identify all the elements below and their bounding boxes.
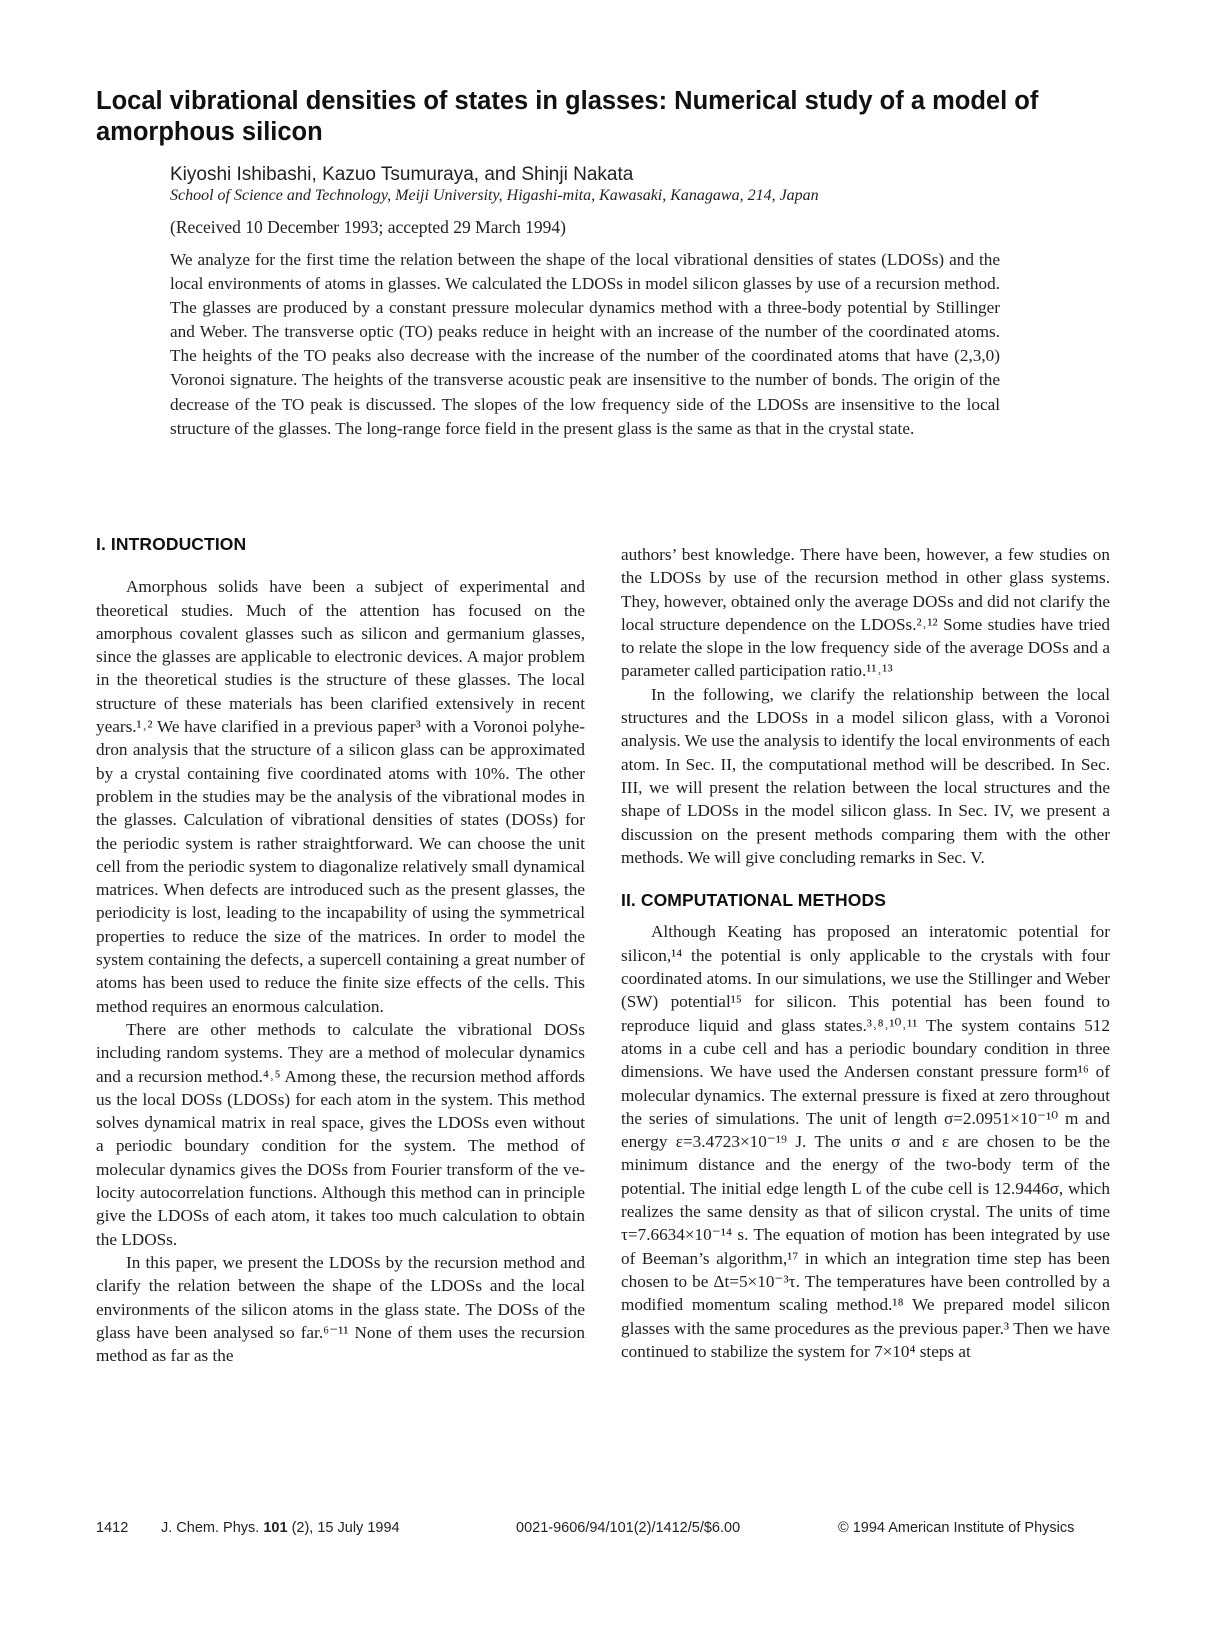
page-number: 1412 [96,1520,129,1536]
journal-volume: 101 [263,1520,288,1536]
journal-issue-date: (2), 15 July 1994 [287,1520,400,1536]
right-column [621,543,1110,1363]
methods-paragraph-1: Although Keating has proposed an interatomic potential for silicon,¹⁴ the potential is only applicable to the crystals with four coordinated atoms. In our simulations, we use the Stillinger and Weber (SW) potential¹⁵ for silicon. This potential has been found to reproduce liquid and glass states.³˒⁸˒¹⁰˒¹¹ The system contains 512 atoms in a cube cell and has a periodic boundary condition in three dimensions. We have used the Andersen constant pressure form¹⁶ of molecular dynamics. The external pressure is fixed at zero throughout the series of simulations. The unit of length σ=2.0951×10⁻¹⁰ m and energy ε=3.4723×10⁻¹⁹ J. The units σ and ε are chosen to be the minimum distance and the energy of the two-body term of the potential. The initial edge length L of the cube cell is 12.9446σ, which realizes the same density as that of silicon crystal. The units of time τ=7.6634×10⁻¹⁴ s. The equation of motion has been integrated by use of Beeman’s algorithm,¹⁷ in which an integration time step has been chosen to be Δt=5×10⁻³τ. The temperatures have been controlled by a modified momentum scaling method.¹⁸ We prepared model silicon glasses with the same procedures as the previous paper.³ Then we have continued to stabilize the system for 7×10⁴ steps at [621,922,1110,1361]
intro-paragraph-2: There are other methods to calculate the vibrational DOSs including random systems. They are a method of molecular dynamics and a recursion method.⁴˒⁵ Among these, the recursion method affords us the local DOSs (LDOSs) for each atom in the system. This method solves dynamical matrix in real space, gives the LDOSs even without a periodic boundary condition for the system. The method of molecular dynamics gives the DOSs from Fourier transform of the velocity autocorrelation functions. Although this method can in principle give the LDOSs of each atom, it takes too much calculation to obtain the LDOSs. [96,1019,585,1249]
copyright-notice: © 1994 American Institute of Physics [838,1520,1075,1536]
intro-paragraph-3: In this paper, we present the LDOSs by the recursion method and clarify the relation between the shape of the LDOSs and the local environments of the silicon atoms in the glass state. The DOSs of the glass have been analysed so far.⁶⁻¹¹ None of them uses the recursion method as far as the [96,1252,585,1366]
intro-paragraph-1: Amorphous solids have been a subject of experimental and theoretical studies. Much of the attention has focused on the amorphous covalent glasses such as silicon and germanium glasses, since the glasses are applicable to electronic devices. A major problem in the theoretical studies is the structure of these glasses. The local structure of these materials has been clarified extensively in recent years.¹˒² We have clarified in a previous paper³ with a Voronoi polyhedron analysis that the structure of a silicon glass can be approximated by a crystal containing five coordinated atoms with 10%. The other problem in the studies may be the analysis of the vibrational modes in the glasses. Calculation of vibrational densities of states (DOSs) for the periodic system is rather straightforward. We can choose the unit cell from the periodic system to diagonalize relatively small dynamical matrices. When defects are introduced such as the present glasses, the periodicity is lost, leading to the incapability of using the symmetrical properties to reduce the size of the matrices. In order to model the system containing the defects, a supercell containing a great number of atoms has been used to reduce the finite size effects of the cells. This method requires an enormous calculation. [96,577,585,1016]
left-column [96,533,585,1367]
page-footer [96,1520,1116,1542]
paper-title: Local vibrational densities of states in glasses: Numerical study of a model of amorphous silicon [96,87,1039,146]
affiliation: School of Science and Technology, Meiji University, Higashi-mita, Kawasaki, Kanagawa, 214, Japan [170,187,819,204]
section-heading-introduction: I. INTRODUCTION [96,534,247,554]
intro-paragraph-continued: authors’ best knowledge. There have been, however, a few studies on the LDOSs by use of the recursion method in other glass systems. They, however, obtained only the average DOSs and did not clarify the local structure dependence on the LDOSs.²˒¹² Some studies have tried to relate the slope in the low frequency side of the average DOSs and a parameter called participation ratio.¹¹˒¹³ [621,545,1110,681]
article-code: 0021-9606/94/101(2)/1412/5/$6.00 [516,1520,741,1536]
journal-name: J. Chem. Phys. [161,1520,264,1536]
section-heading-methods: II. COMPUTATIONAL METHODS [621,890,886,911]
author-list: Kiyoshi Ishibashi, Kazuo Tsumuraya, and Shinji Nakata [170,164,634,185]
journal-citation [161,1520,400,1536]
intro-paragraph-4: In the following, we clarify the relationship between the local structures and the LDOSs in a model silicon glass, with a Voronoi analysis. We use the analysis to identify the local environments of each atom. In Sec. II, the computational method will be described. In Sec. III, we will present the relation between the local structures and the shape of LDOSs in the model silicon glass. In Sec. IV, we present a discussion on the present methods comparing them with the other methods. We will give concluding remarks in Sec. V. [621,684,1110,867]
received-dates: (Received 10 December 1993; accepted 29 March 1994) [170,217,567,237]
abstract: We analyze for the first time the relation between the shape of the local vibrational densities of states (LDOSs) and the local environments of atoms in glasses. We calculated the LDOSs in model silicon glasses by use of a recursion method. The glasses are produced by a constant pressure molecular dynamics method with a three-body potential by Stillinger and Weber. The transverse optic (TO) peaks reduce in height with an increase of the number of the coordinated atoms. The heights of the TO peaks also decrease with the increase of the number of the coordinated atoms that have (2,3,0) Voronoi signature. The heights of the transverse acoustic peak are insensitive to the number of bonds. The origin of the decrease of the TO peak is discussed. The slopes of the low frequency side of the LDOSs are insensitive to the local structure of the glasses. The long-range force field in the present glass is the same as that in the crystal state. [170,250,1000,438]
